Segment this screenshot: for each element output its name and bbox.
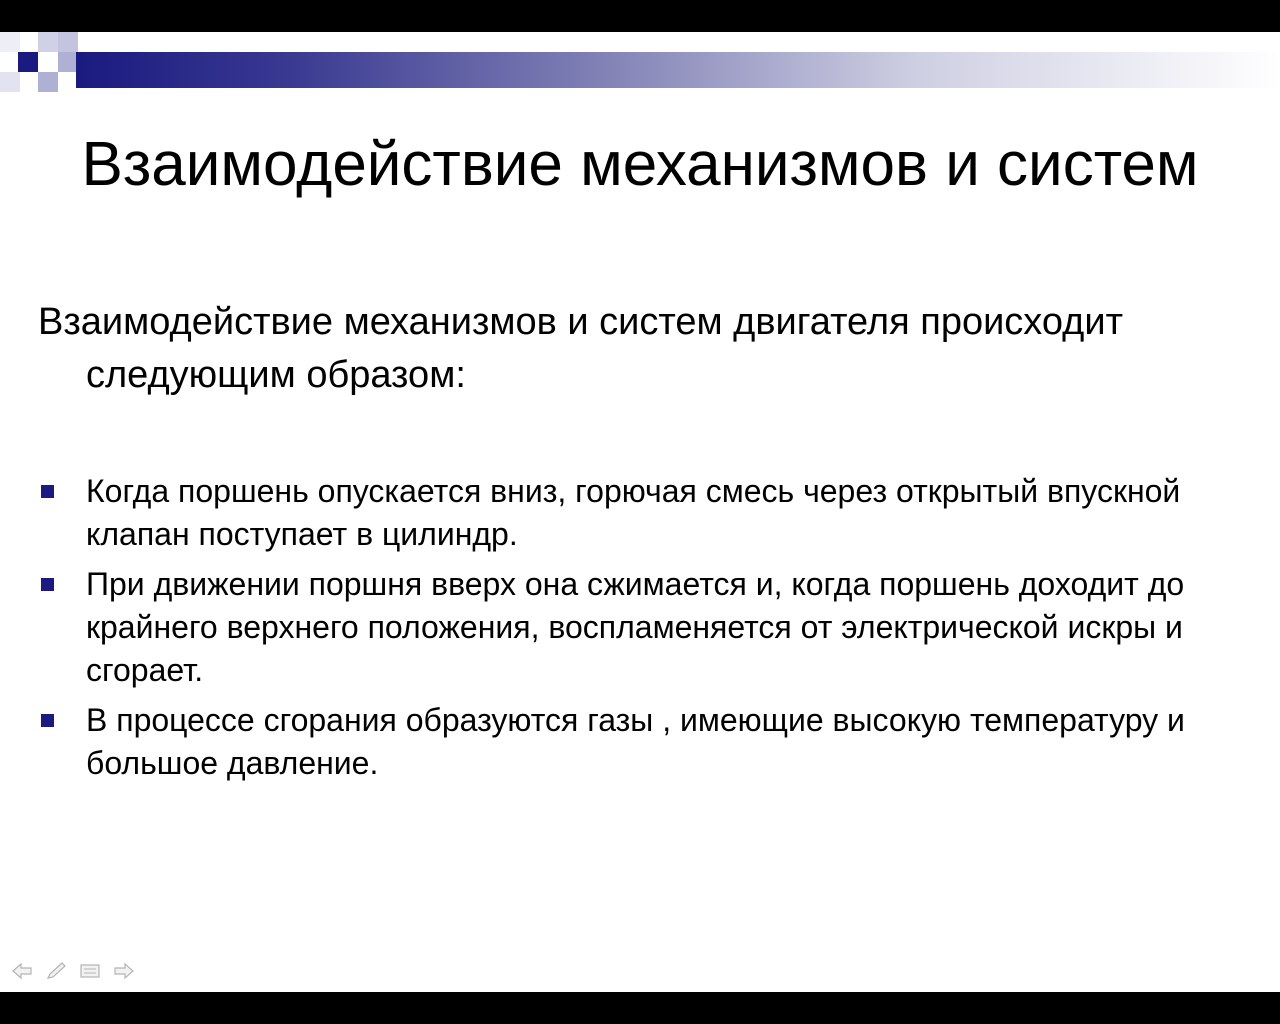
slide[interactable] — [0, 32, 1280, 992]
slide-title: Взаимодействие механизмов и систем — [81, 130, 1199, 199]
intro-paragraph: Взаимодействие механизмов и систем двигателя происходит следующим образом: — [38, 301, 1123, 396]
pen-icon[interactable] — [44, 961, 68, 981]
slideshow-navigation — [10, 960, 136, 982]
decor-square — [18, 52, 38, 72]
bullet-item — [38, 699, 1238, 785]
bullet-text: При движении поршня вверх она сжимается и, когда поршень доходит до крайнего верхнего положения, воспламеняется от электрической искры и сгорает. — [86, 566, 1185, 688]
bullet-list — [38, 470, 1238, 792]
menu-icon[interactable] — [78, 961, 102, 981]
bullet-square-icon — [41, 578, 54, 591]
bullet-square-icon — [41, 485, 54, 498]
decor-square — [38, 72, 58, 92]
previous-arrow-icon[interactable] — [10, 961, 34, 981]
bullet-text: В процессе сгорания образуются газы , имеющие высокую температуру и большое давление. — [86, 702, 1185, 781]
decor-square — [38, 32, 58, 52]
decor-square — [58, 32, 78, 52]
bullet-item — [38, 563, 1238, 692]
bullet-item — [38, 470, 1238, 556]
bullet-text: Когда поршень опускается вниз, горючая смесь через открытый впускной клапан поступает в цилиндр. — [86, 473, 1181, 552]
decor-square — [0, 32, 20, 52]
next-arrow-icon[interactable] — [112, 961, 136, 981]
bullet-square-icon — [41, 714, 54, 727]
header-gradient-band — [76, 52, 1280, 88]
decor-square — [0, 72, 20, 92]
decor-square — [58, 52, 78, 72]
